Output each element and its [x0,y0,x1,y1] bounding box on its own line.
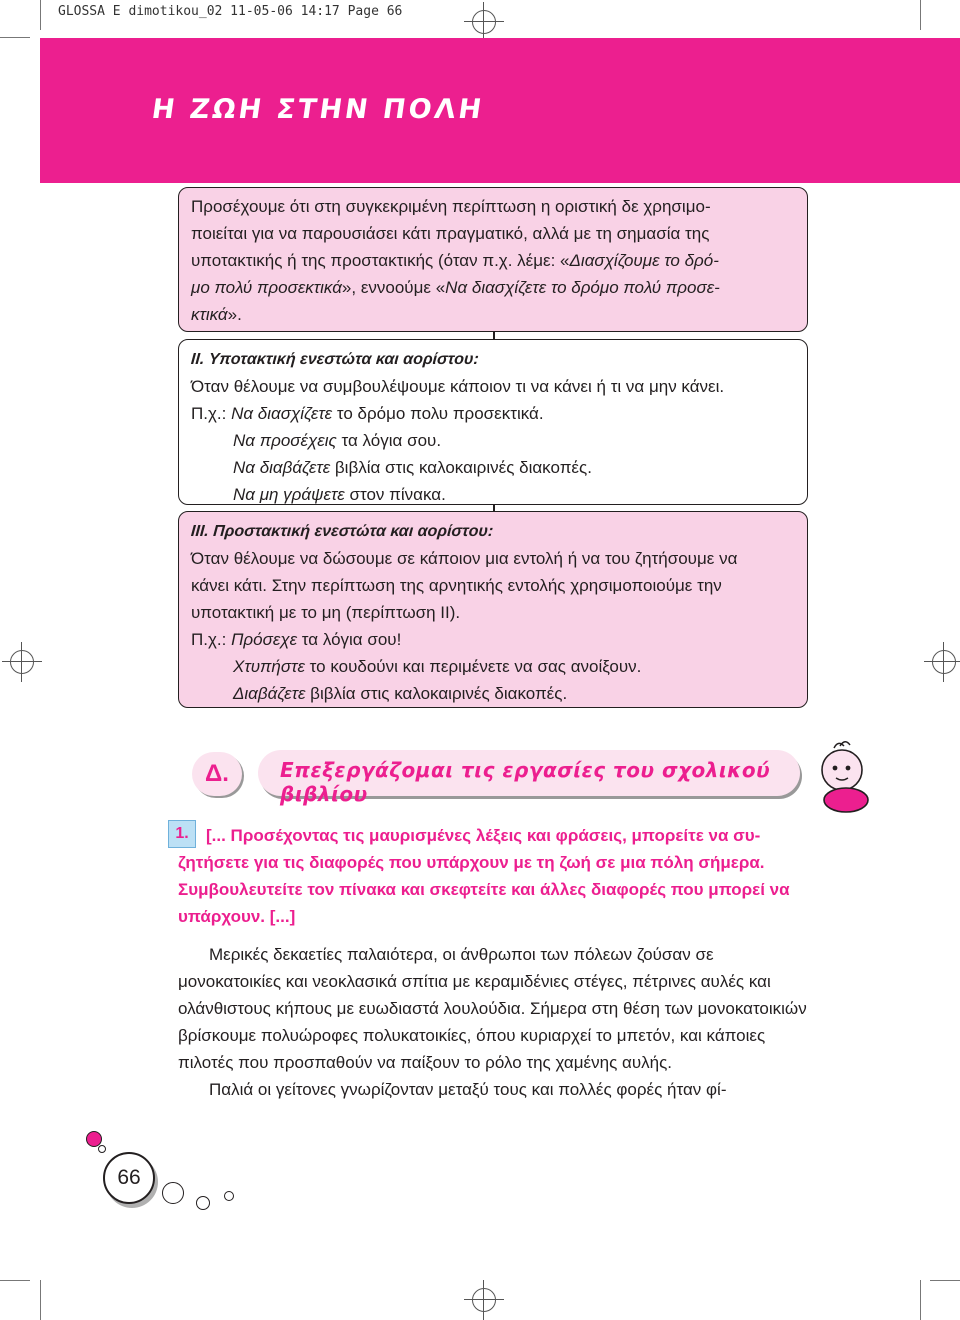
imperative-heading: III. Προστακτική ενεστώτα και αορίστου: [190,523,494,540]
reading-paragraph: Παλιά οι γείτονες γνωρίζονταν μεταξύ τους και πολλές φορές ήταν φί- [209,1080,727,1099]
decor-bubble [162,1182,184,1204]
imperative-line: κάνει κάτι. Στην περίπτωση της αρνητικής εντολής χρησιμοποιούμε την [191,576,722,595]
subjunctive-heading: II. Υποτακτική ενεστώτα και αορίστου: [190,351,480,368]
example-line: Π.χ.: Πρόσεχε τα λόγια σου! [191,630,402,649]
chapter-title: Η ΖΩΗ ΣΤΗΝ ΠΟΛΗ [149,94,487,125]
registration-mark-top [472,10,496,34]
exercise-number: 1. [168,820,196,848]
example-line: Να μη γράψετε στον πίνακα. [233,485,446,504]
print-slug: GLOSSA E dimotikou_02 11-05-06 14:17 Page 66 [58,4,403,19]
imperative-box [178,511,808,708]
registration-mark-left [10,650,34,674]
note-line: μο πολύ προσεκτικά», εννοούμε «Να διασχίζετε το δρόμο πολύ προσε- [191,278,720,297]
example-line: Να διαβάζετε βιβλία στις καλοκαιρινές διακοπές. [233,458,592,477]
reading-text [178,941,810,1103]
grammar-note-box [178,187,808,332]
imperative-line: Όταν θέλουμε να δώσουμε σε κάποιον μια εντολή ή να του ζητήσουμε να [191,549,738,568]
example-line: Π.χ.: Να διασχίζετε το δρόμο πολυ προσεκτικά. [191,404,544,423]
section-title: Επεξεργάζομαι τις εργασίες του σχολικού βιβλίου [280,758,771,806]
reading-paragraph: Μερικές δεκαετίες παλαιότερα, οι άνθρωποι των πόλεων ζούσαν σε μονοκατοικίες και νεοκλασικά σπίτια με κεραμιδένιες στέγες, πέτρινες αυλές και ολάνθιστους κήπους με ευωδιαστά λουλούδια. Σήμερα στη θέση των μονοκατοικιών βρίσκουμε πολυώροφες πολυκατοικίες, όπου κυριαρχεί το μπετόν, και κάποιες πιλοτές που προσπαθούν να παίξουν το ρόλο της χαμένης αυλής. [178,945,807,1072]
page-number: 66 [103,1152,155,1204]
imperative-line: υποτακτική με το μη (περίπτωση ΙΙ). [191,603,461,622]
subjunctive-box [178,339,808,505]
mascot-icon [812,736,892,816]
note-line: υποτακτικής ή της προστακτικής (όταν π.χ. λέμε: «Διασχίζουμε το δρό- [191,251,719,270]
example-line: Διαβάζετε βιβλία στις καλοκαιρινές διακοπές. [233,684,568,703]
note-line: ποιείται για να παρουσιάσει κάτι πραγματικό, αλλά με τη σημασία της [191,224,710,243]
registration-mark-bottom [472,1288,496,1312]
example-line: Να προσέχεις τα λόγια σου. [233,431,442,450]
registration-mark-right [932,650,956,674]
decor-bubble [196,1196,210,1210]
crop-mark [920,1280,921,1320]
exercise-instruction: [... Προσέχοντας τις μαυρισμένες λέξεις και φράσεις, μπορείτε να συ-ζητήσετε για τις διαφορές που υπάρχουν με τη ζωή σε μια πόλη σήμερα. Συμβουλευτείτε τον πίνακα και σκεφτείτε και άλλες διαφορές που μπορεί να υπάρχουν. [...] [178,826,790,926]
note-line: Προσέχουμε ότι στη συγκεκριμένη περίπτωση η οριστική δε χρησιμο- [191,197,711,216]
decor-bubble [224,1191,234,1201]
example-line: Χτυπήστε το κουδούνι και περιμένετε να σας ανοίξουν. [233,657,642,676]
crop-mark [40,0,41,30]
crop-mark [920,0,921,30]
crop-mark [0,1280,30,1281]
crop-mark [930,1280,960,1281]
crop-mark [40,1280,41,1320]
subjunctive-intro: Όταν θέλουμε να συμβουλέψουμε κάποιον τι να κάνει ή τι να μην κάνει. [191,377,725,396]
note-line: κτικά». [191,305,242,324]
section-heading [258,750,800,806]
chapter-banner [40,38,960,183]
crop-mark [0,37,30,38]
decor-bubble [98,1145,106,1153]
section-letter: Δ. [192,752,242,796]
